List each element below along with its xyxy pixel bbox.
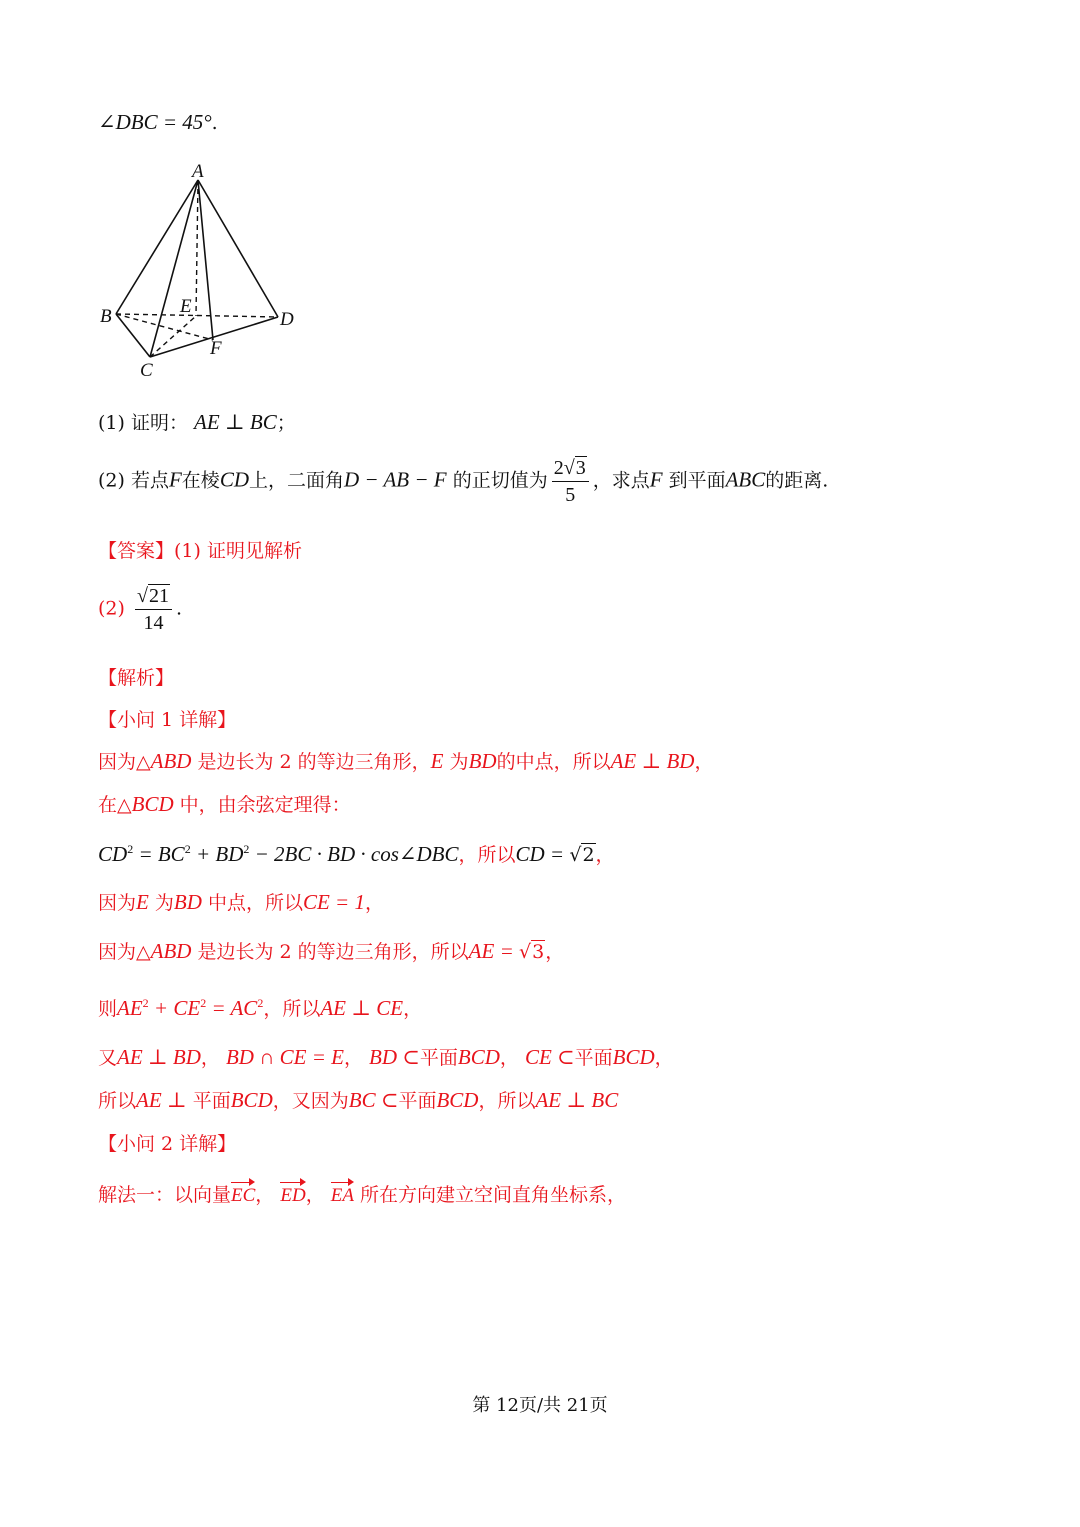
label-f: F (210, 338, 222, 359)
solution-1-line-7: 又AE ⊥ BD， BD ∩ CE = E， BD ⊂平面BCD， CE ⊂平面BCD， (98, 1045, 674, 1069)
solution-1-line-4: 因为E 为BD 中点，所以CE = 1， (98, 890, 384, 914)
solution-1-line-6: 则$AE^2 + CE^2 = AC^2$，所以AE ⊥ CE， (98, 996, 423, 1020)
edge-bd (116, 314, 278, 317)
vector-ec: EC (231, 1185, 256, 1206)
solution-1-line-5: 因为△ABD 是边长为 2 的等边三角形，所以AE = √3， (98, 939, 565, 963)
angle-dbc: ∠DBC = 45° (98, 110, 212, 134)
edge-ac (150, 180, 198, 357)
label-c: C (140, 360, 153, 381)
edge-ce (150, 316, 196, 357)
question-1: (1) 证明： AE ⊥ BC； (98, 410, 296, 434)
answer-line-2: (2) $\frac{√21}{14}$ . (98, 585, 182, 634)
answer-fraction: $\frac{√21}{14}$ (135, 586, 172, 633)
sub1-tag: 【小问 1 详解】 (98, 709, 237, 731)
sub2-tag: 【小问 2 详解】 (98, 1133, 237, 1155)
answer-tag: 【答案】 (98, 540, 175, 562)
solution-1-line-2: 在△BCD 中，由余弦定理得： (98, 792, 351, 816)
pyramid-figure (98, 160, 308, 382)
label-b: B (100, 306, 112, 327)
solution-1-line-8: 所以AE ⊥ 平面BCD，又因为BC ⊂平面BCD，所以AE ⊥ BC (98, 1088, 619, 1112)
tangent-fraction: $\frac{2√3}{5}$ (552, 458, 589, 505)
answer-line-1: 【答案】(1) 证明见解析 (98, 540, 302, 562)
label-e: E (180, 296, 192, 317)
edge-bf (116, 314, 213, 340)
page-number: 第 12页/共 21页 (472, 1395, 608, 1416)
label-d: D (280, 309, 294, 330)
solution-2-line-1: 解法一：以向量EC， ED， EA 所在方向建立空间直角坐标系， (98, 1184, 627, 1206)
question-2: (2) 若点F在棱CD上，二面角D − AB − F 的正切值为 $\frac{2√3}{5}$ ，求点F 到平面ABC的距离. (98, 457, 829, 506)
analysis-tag: 【解析】 (98, 667, 175, 689)
edge-ad (198, 180, 278, 317)
label-a: A (192, 161, 204, 182)
edge-bc (116, 314, 150, 357)
solution-1-line-1: 因为△ABD 是边长为 2 的等边三角形，E 为BD的中点，所以AE ⊥ BD， (98, 749, 714, 773)
edge-ab (116, 180, 198, 314)
vector-ed: ED (280, 1185, 306, 1206)
vector-ea: EA (330, 1185, 354, 1206)
solution-1-line-3: $CD^2 = BC^2 + BD^2 - 2BC$ · BD · cos∠DBC，所以CD = √2， (98, 842, 615, 866)
edge-ae (196, 180, 198, 316)
given-condition: ∠DBC = 45°. (98, 110, 218, 134)
